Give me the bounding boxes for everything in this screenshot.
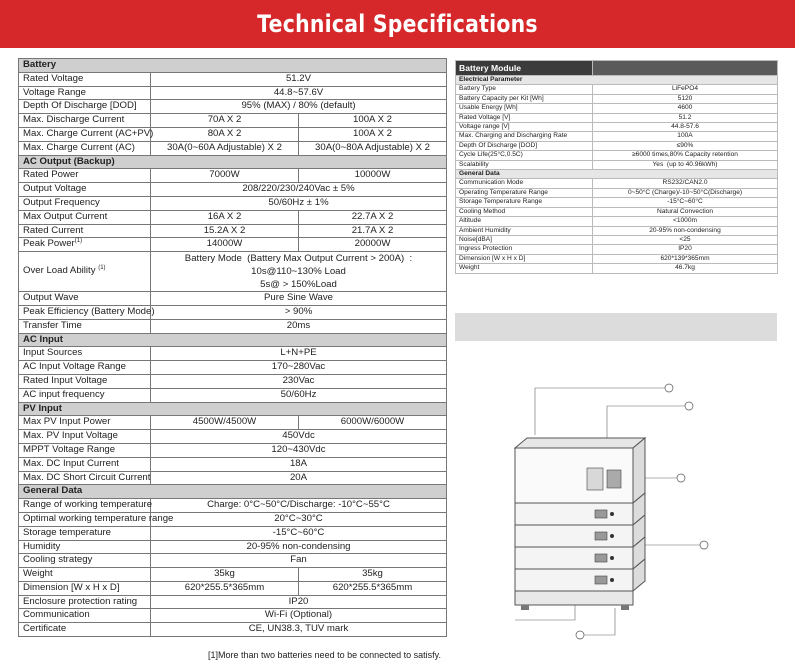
module-spec-label: Communication Mode [456, 179, 593, 188]
section-ac-output-backup [19, 155, 447, 169]
spec-row-cooling-strategy [19, 554, 447, 568]
inverter-spec-table [18, 58, 447, 637]
spec-label: Depth Of Discharge [DOD] [19, 100, 151, 114]
section-battery [19, 59, 447, 73]
module-spec-value: RS232/CAN2.0 [593, 179, 778, 188]
module-spec-label: Depth Of Discharge [DOD] [456, 141, 593, 150]
spec-row-peak-efficiency-battery-mode [19, 305, 447, 319]
battery-module-spec-table [455, 60, 778, 274]
spec-value: > 90% [151, 305, 447, 319]
spec-row-input-sources [19, 347, 447, 361]
spec-value: 22.7A X 2 [299, 210, 447, 224]
spec-value: 80A X 2 [151, 127, 299, 141]
module-spec-label: Cooling Method [456, 207, 593, 216]
module-spec-value: ≤90% [593, 141, 778, 150]
spec-value: L+N+PE [151, 347, 447, 361]
spec-row-certificate [19, 623, 447, 637]
module-spec-label: Usable Energy [Wh] [456, 104, 593, 113]
spec-value: 44.8~57.6V [151, 86, 447, 100]
module-spec-value: Natural Convection [593, 207, 778, 216]
spec-row-voltage-range [19, 86, 447, 100]
spec-value: -15°C~60°C [151, 526, 447, 540]
spec-label: Certificate [19, 623, 151, 637]
spec-value: IP20 [151, 595, 447, 609]
spec-row-transfer-time [19, 319, 447, 333]
module-spec-label: Max. Charging and Discharging Rate [456, 132, 593, 141]
module-row-cooling-method [456, 207, 778, 216]
spec-value: 51.2V [151, 72, 447, 86]
spec-label: Max. Discharge Current [19, 114, 151, 128]
section-title: Electrical Parameter [456, 76, 778, 85]
spec-row-optimal-working-temperature-range [19, 512, 447, 526]
module-row-usable-energy-wh [456, 104, 778, 113]
spec-label: Rated Power [19, 169, 151, 183]
spec-label: Rated Voltage [19, 72, 151, 86]
spec-label: Communication [19, 609, 151, 623]
spec-value: 30A(0~60A Adjustable) X 2 [151, 141, 299, 155]
spec-row-output-wave [19, 292, 447, 306]
module-spec-value: -15°C~60°C [593, 198, 778, 207]
module-spec-value: ≥6000 times,80% Capacity retention [593, 151, 778, 160]
module-spec-value: 100A [593, 132, 778, 141]
spec-row-range-of-working-temperature [19, 499, 447, 513]
module-spec-label: Cycle Life(25°C,0.5C) [456, 151, 593, 160]
spec-row-output-frequency [19, 196, 447, 210]
spec-row-ac-input-frequency [19, 388, 447, 402]
spec-label: Storage temperature [19, 526, 151, 540]
module-row-dimension-w-x-h-x-d [456, 254, 778, 263]
spec-label: Output Voltage [19, 183, 151, 197]
spec-value: 100A X 2 [299, 114, 447, 128]
spec-value: Fan [151, 554, 447, 568]
spec-row-mppt-voltage-range [19, 443, 447, 457]
module-row-voltage-range-v [456, 123, 778, 132]
spec-value: Battery Mode (Battery Max Output Current > 200A) : 10s@110~130% Load 5s@ > 150%Load [151, 252, 447, 292]
module-row-scalability [456, 160, 778, 169]
module-spec-value: 44.8-57.6 [593, 123, 778, 132]
spec-row-rated-current [19, 224, 447, 238]
spec-row-enclosure-protection-rating [19, 595, 447, 609]
section-ac-input [19, 333, 447, 347]
module-spec-value: 46.7kg [593, 264, 778, 273]
spec-row-rated-voltage [19, 72, 447, 86]
section-pv-input [19, 402, 447, 416]
spec-value: 16A X 2 [151, 210, 299, 224]
spec-label: Input Sources [19, 347, 151, 361]
spec-value: 6000W/6000W [299, 416, 447, 430]
module-spec-value: <1000m [593, 217, 778, 226]
spec-label: Over Load Ability $^{(1)}$ [19, 252, 151, 292]
spec-label: Max. PV Input Voltage [19, 430, 151, 444]
spec-value: 15.2A X 2 [151, 224, 299, 238]
module-spec-label: Battery Capacity per Kit [Wh] [456, 94, 593, 103]
spec-label: Humidity [19, 540, 151, 554]
spec-row-dimension-w-x-h-x-d [19, 581, 447, 595]
spec-value: 18A [151, 457, 447, 471]
spec-label: Rated Current [19, 224, 151, 238]
module-row-battery-type [456, 85, 778, 94]
spec-value: 50/60Hz [151, 388, 447, 402]
module-row-rated-voltage-v [456, 113, 778, 122]
spec-value: Wi-Fi (Optional) [151, 609, 447, 623]
spec-label: Peak Power$^{(1)}$ [19, 238, 151, 252]
module-spec-label: Battery Type [456, 85, 593, 94]
spec-label: Max. DC Short Circuit Current [19, 471, 151, 485]
spec-label: Transfer Time [19, 319, 151, 333]
spec-label: Max PV Input Power [19, 416, 151, 430]
spec-value: CE, UN38.3, TUV mark [151, 623, 447, 637]
spec-value: Pure Sine Wave [151, 292, 447, 306]
spec-value: Charge: 0°C~50°C/Discharge: -10°C~55°C [151, 499, 447, 513]
spec-label: Max. Charge Current (AC+PV) [19, 127, 151, 141]
module-section-electrical-parameter [456, 76, 778, 85]
spec-row-rated-input-voltage [19, 374, 447, 388]
module-spec-label: Operating Temperature Range [456, 188, 593, 197]
spec-label: Rated Input Voltage [19, 374, 151, 388]
module-row-max-charging-and-discharging-rate [456, 132, 778, 141]
spec-row-max-pv-input-power [19, 416, 447, 430]
module-row-noise-dba [456, 235, 778, 244]
spec-row-weight [19, 568, 447, 582]
section-title: General Data [456, 170, 778, 179]
module-row-battery-capacity-per-kit-wh [456, 94, 778, 103]
spec-value: 50/60Hz ± 1% [151, 196, 447, 210]
spec-value: 120~430Vdc [151, 443, 447, 457]
spec-value: 450Vdc [151, 430, 447, 444]
spec-label: MPPT Voltage Range [19, 443, 151, 457]
section-title: Battery [19, 59, 447, 73]
module-spec-value: 20-95% non-condensing [593, 226, 778, 235]
spec-label: Max Output Current [19, 210, 151, 224]
spec-row-communication [19, 609, 447, 623]
spec-value: 20-95% non-condensing [151, 540, 447, 554]
spec-label: AC Input Voltage Range [19, 361, 151, 375]
spec-value: 170~280Vac [151, 361, 447, 375]
footnote: [1]More than two batteries need to be connected to satisfy. [208, 650, 441, 660]
spec-value: 10000W [299, 169, 447, 183]
spec-label: Output Wave [19, 292, 151, 306]
spec-value: 20000W [299, 238, 447, 252]
spec-label: Cooling strategy [19, 554, 151, 568]
spec-row-humidity [19, 540, 447, 554]
section-title: General Data [19, 485, 447, 499]
spec-row-max-pv-input-voltage [19, 430, 447, 444]
module-spec-value: 0~50°C (Charge)/-10~50°C(Discharge) [593, 188, 778, 197]
spec-row-rated-power [19, 169, 447, 183]
spec-label: Dimension [W x H x D] [19, 581, 151, 595]
spec-value: 4500W/4500W [151, 416, 299, 430]
spec-value: 620*255.5*365mm [299, 581, 447, 595]
spec-value: 35kg [151, 568, 299, 582]
module-row-communication-mode [456, 179, 778, 188]
module-row-depth-of-discharge-dod [456, 141, 778, 150]
spec-row-peak-power [19, 238, 447, 252]
spec-value: 20ms [151, 319, 447, 333]
module-row-cycle-life-25-c-0-5c [456, 151, 778, 160]
module-spec-label: Voltage range [V] [456, 123, 593, 132]
spec-label: Optimal working temperature range [19, 512, 151, 526]
module-spec-value: <25 [593, 235, 778, 244]
module-row-ambient-humidity [456, 226, 778, 235]
title-banner [0, 0, 795, 48]
spec-label: Range of working temperature [19, 499, 151, 513]
spec-value: 7000W [151, 169, 299, 183]
module-row-storage-temperature-range [456, 198, 778, 207]
spec-value: 70A X 2 [151, 114, 299, 128]
spec-row-depth-of-discharge-dod [19, 100, 447, 114]
spec-value: 208/220/230/240Vac ± 5% [151, 183, 447, 197]
spec-value: 21.7A X 2 [299, 224, 447, 238]
spec-row-max-discharge-current [19, 114, 447, 128]
spec-value: 30A(0~80A Adjustable) X 2 [299, 141, 447, 155]
spec-row-output-voltage [19, 183, 447, 197]
spec-row-max-dc-input-current [19, 457, 447, 471]
spec-value: 95% (MAX) / 80% (default) [151, 100, 447, 114]
spec-row-max-charge-current-ac-pv [19, 127, 447, 141]
spec-label: Output Frequency [19, 196, 151, 210]
page-title: Technical Specifications [257, 10, 538, 38]
spec-row-over-load-ability [19, 252, 447, 292]
grey-spacer-bar [455, 313, 777, 341]
spec-label: Max. DC Input Current [19, 457, 151, 471]
spec-label: Peak Efficiency (Battery Mode) [19, 305, 151, 319]
section-general-data [19, 485, 447, 499]
module-spec-value: 5120 [593, 94, 778, 103]
spec-label: Weight [19, 568, 151, 582]
module-row-weight [456, 264, 778, 273]
spec-value: 100A X 2 [299, 127, 447, 141]
module-spec-label: Storage Temperature Range [456, 198, 593, 207]
module-spec-value: 620*139*365mm [593, 254, 778, 263]
module-spec-value: 4600 [593, 104, 778, 113]
spec-row-max-output-current [19, 210, 447, 224]
module-row-operating-temperature-range [456, 188, 778, 197]
spec-value: 35kg [299, 568, 447, 582]
module-spec-value: Yes (up to 40.96kWh) [593, 160, 778, 169]
module-spec-label: Noise[dBA] [456, 235, 593, 244]
spec-row-max-dc-short-circuit-current [19, 471, 447, 485]
module-spec-label: Altitude [456, 217, 593, 226]
module-spec-value: 51.2 [593, 113, 778, 122]
spec-label: Max. Charge Current (AC) [19, 141, 151, 155]
battery-stack-illustration [455, 350, 795, 661]
spec-value: 20A [151, 471, 447, 485]
module-spec-label: Ingress Protection [456, 245, 593, 254]
module-section-general-data [456, 170, 778, 179]
spec-value: 14000W [151, 238, 299, 252]
module-spec-label: Rated Voltage [V] [456, 113, 593, 122]
module-spec-label: Weight [456, 264, 593, 273]
spec-label: Enclosure protection rating [19, 595, 151, 609]
module-spec-value: LiFePO4 [593, 85, 778, 94]
battery-module-header [456, 61, 778, 76]
spec-row-max-charge-current-ac [19, 141, 447, 155]
section-title: AC Input [19, 333, 447, 347]
module-spec-label: Ambient Humidity [456, 226, 593, 235]
section-title: AC Output (Backup) [19, 155, 447, 169]
spec-label: AC input frequency [19, 388, 151, 402]
section-title: PV Input [19, 402, 447, 416]
spec-row-storage-temperature [19, 526, 447, 540]
module-spec-label: Dimension [W x H x D] [456, 254, 593, 263]
spec-value: 230Vac [151, 374, 447, 388]
spec-value: 620*255.5*365mm [151, 581, 299, 595]
module-spec-value: IP20 [593, 245, 778, 254]
spec-value: 20°C~30°C [151, 512, 447, 526]
spec-label: Voltage Range [19, 86, 151, 100]
module-spec-label: Scalability [456, 160, 593, 169]
spec-row-ac-input-voltage-range [19, 361, 447, 375]
module-row-altitude [456, 217, 778, 226]
battery-module-header-label: Battery Module [456, 61, 593, 76]
module-row-ingress-protection [456, 245, 778, 254]
